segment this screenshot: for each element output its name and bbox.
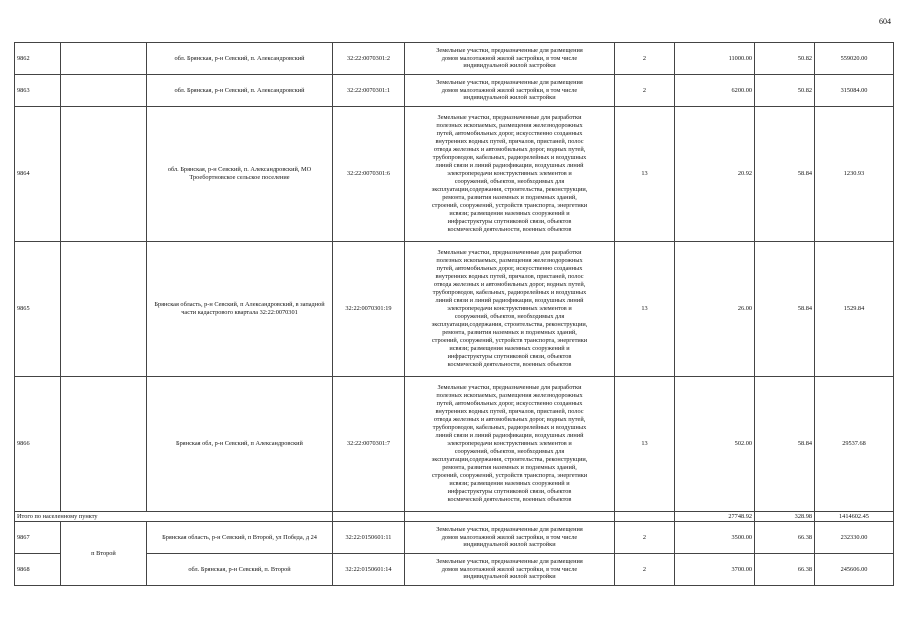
table-row bbox=[15, 377, 894, 512]
table-row bbox=[15, 75, 894, 107]
use-group-cell: 2 bbox=[615, 43, 675, 75]
table-row bbox=[15, 522, 894, 554]
table-row bbox=[15, 554, 894, 586]
row-number: 9862 bbox=[15, 43, 61, 75]
cadastral-value-cell: 315084.00 bbox=[815, 75, 894, 107]
use-group-cell: 2 bbox=[615, 554, 675, 586]
total-label: Итого по населенному пункту bbox=[15, 512, 333, 522]
settlement-name: п Второй bbox=[61, 522, 147, 586]
total-value: 1414602.45 bbox=[815, 512, 894, 522]
row-number: 9867 bbox=[15, 522, 61, 554]
cadastral-number-cell: 32:22:0070301:1 bbox=[333, 75, 405, 107]
address-cell: Брянская обл, р-н Севский, п Александровский bbox=[147, 377, 333, 512]
specific-value-cell: 58.84 bbox=[755, 107, 815, 242]
specific-value-cell: 66.38 bbox=[755, 522, 815, 554]
settlement-cell bbox=[61, 75, 147, 107]
area-cell: 20.92 bbox=[675, 107, 755, 242]
use-group-cell: 2 bbox=[615, 75, 675, 107]
area-cell: 3500.00 bbox=[675, 522, 755, 554]
specific-value-cell: 50.82 bbox=[755, 75, 815, 107]
use-group-cell: 13 bbox=[615, 242, 675, 377]
settlement-total-row bbox=[15, 512, 894, 522]
land-use-cell: Земельные участки, предназначенные для размещения домов малоэтажной жилой застройки, в том числе индивидуальной жилой застройки bbox=[405, 522, 615, 554]
cadastral-number-cell: 32:22:0070301:7 bbox=[333, 377, 405, 512]
cadastral-number-cell: 32:22:0150601:11 bbox=[333, 522, 405, 554]
valuation-register-table bbox=[14, 42, 894, 586]
table-row bbox=[15, 43, 894, 75]
specific-value-cell: 66.38 bbox=[755, 554, 815, 586]
address-cell: Брянская область, р-н Севский, п Второй, ул Победа, д 24 bbox=[147, 522, 333, 554]
land-use-cell: Земельные участки, предназначенные для размещения домов малоэтажной жилой застройки, в том числе индивидуальной жилой застройки bbox=[405, 554, 615, 586]
row-number: 9868 bbox=[15, 554, 61, 586]
address-cell: обл. Брянская, р-н Севский, п. Александровский bbox=[147, 75, 333, 107]
address-cell: Брянская область, р-н Севский, п Александровский, в западной части кадастрового квартала 32:22:0070301 bbox=[147, 242, 333, 377]
cadastral-number-cell: 32:22:0070301:2 bbox=[333, 43, 405, 75]
land-use-cell: Земельные участки, предназначенные для разработки полезных ископаемых, размещения железнодорожных путей, автомобильных дорог, искусственно созданных внутренних водных путей, причалов, пристаней, полос отвода железных и автомобильных дорог, водных путей, трубопроводов, кабельных, радиорелейных и воздушных линий связи и линий радиофикации, воздушных линий электропередачи конструктивных элементов и сооружений, объектов, необходимых для эксплуатации,содержания, строительства, реконструкции, ремонта, развития наземных и подземных зданий, строений, сооружений, устройств транспорта, энергетики исвязи; размещения наземных сооружений и инфраструктуры спутниковой связи, объектов космической деятельности, военных объектов bbox=[405, 107, 615, 242]
settlement-cell bbox=[61, 377, 147, 512]
cadastral-number-cell: 32:22:0070301:19 bbox=[333, 242, 405, 377]
cadastral-value-cell: 1230.93 bbox=[815, 107, 894, 242]
settlement-cell bbox=[61, 242, 147, 377]
total-area: 27748.92 bbox=[675, 512, 755, 522]
address-cell: обл. Брянская, р-н Севский, п. Второй bbox=[147, 554, 333, 586]
area-cell: 26.00 bbox=[675, 242, 755, 377]
total-rate: 328.98 bbox=[755, 512, 815, 522]
cadastral-number-cell: 32:22:0150601:14 bbox=[333, 554, 405, 586]
cadastral-value-cell: 245606.00 bbox=[815, 554, 894, 586]
table-row bbox=[15, 107, 894, 242]
area-cell: 6200.00 bbox=[675, 75, 755, 107]
use-group-cell: 2 bbox=[615, 522, 675, 554]
table-row bbox=[15, 242, 894, 377]
land-use-cell: Земельные участки, предназначенные для размещения домов малоэтажной жилой застройки, в том числе индивидуальной жилой застройки bbox=[405, 43, 615, 75]
specific-value-cell: 58.84 bbox=[755, 377, 815, 512]
row-number: 9863 bbox=[15, 75, 61, 107]
specific-value-cell: 50.82 bbox=[755, 43, 815, 75]
area-cell: 502.00 bbox=[675, 377, 755, 512]
area-cell: 11000.00 bbox=[675, 43, 755, 75]
settlement-cell bbox=[61, 107, 147, 242]
page-number: 604 bbox=[879, 17, 891, 26]
cadastral-value-cell: 1529.84 bbox=[815, 242, 894, 377]
land-use-cell: Земельные участки, предназначенные для размещения домов малоэтажной жилой застройки, в том числе индивидуальной жилой застройки bbox=[405, 75, 615, 107]
cadastral-value-cell: 559020.00 bbox=[815, 43, 894, 75]
address-cell: обл. Брянская, р-н Севский, п. Александровский bbox=[147, 43, 333, 75]
row-number: 9864 bbox=[15, 107, 61, 242]
area-cell: 3700.00 bbox=[675, 554, 755, 586]
cadastral-number-cell: 32:22:0070301:6 bbox=[333, 107, 405, 242]
specific-value-cell: 58.84 bbox=[755, 242, 815, 377]
cadastral-value-cell: 232330.00 bbox=[815, 522, 894, 554]
land-use-cell: Земельные участки, предназначенные для разработки полезных ископаемых, размещения железнодорожных путей, автомобильных дорог, искусственно созданных внутренних водных путей, причалов, пристаней, полос отвода железных и автомобильных дорог, водных путей, трубопроводов, кабельных, радиорелейных и воздушных линий связи и линий радиофикации, воздушных линий электропередачи конструктивных элементов и сооружений, объектов, необходимых для эксплуатации,содержания, строительства, реконструкции, ремонта, развития наземных и подземных зданий, строений, сооружений, устройств транспорта, энергетики исвязи; размещения наземных сооружений и инфраструктуры спутниковой связи, объектов космической деятельности, военных объектов bbox=[405, 377, 615, 512]
use-group-cell: 13 bbox=[615, 377, 675, 512]
row-number: 9866 bbox=[15, 377, 61, 512]
settlement-cell bbox=[61, 43, 147, 75]
cadastral-value-cell: 29537.68 bbox=[815, 377, 894, 512]
row-number: 9865 bbox=[15, 242, 61, 377]
use-group-cell: 13 bbox=[615, 107, 675, 242]
address-cell: обл. Брянская, р-н Севский, п. Александровский, МО Троебортновское сельское поселение bbox=[147, 107, 333, 242]
land-use-cell: Земельные участки, предназначенные для разработки полезных ископаемых, размещения железнодорожных путей, автомобильных дорог, искусственно созданных внутренних водных путей, причалов, пристаней, полос отвода железных и автомобильных дорог, водных путей, трубопроводов, кабельных, радиорелейных и воздушных линий связи и линий радиофикации, воздушных линий электропередачи конструктивных элементов и сооружений, объектов, необходимых для эксплуатации,содержания, строительства, реконструкции, ремонта, развития наземных и подземных зданий, строений, сооружений, устройств транспорта, энергетики исвязи; размещения наземных сооружений и инфраструктуры спутниковой связи, объектов космической деятельности, военных объектов bbox=[405, 242, 615, 377]
